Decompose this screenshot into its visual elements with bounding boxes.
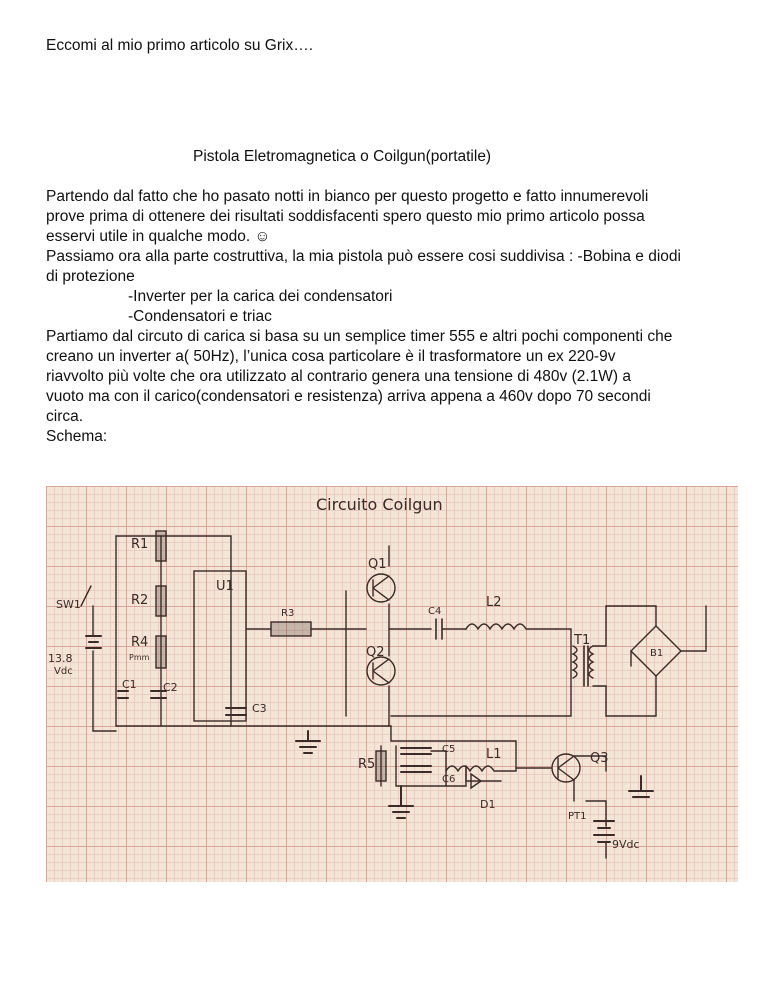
label-t1: T1 [574, 633, 591, 648]
label-vin: 13.8 [48, 652, 73, 665]
label-vin-unit: Vdc [54, 666, 73, 677]
label-r3: R3 [281, 608, 295, 619]
text-line: Partendo dal fatto che ho pasato notti in bianco per questo progetto e fatto innumerevoli [46, 188, 649, 205]
label-r2: R2 [131, 593, 149, 608]
article-title: Pistola Eletromagnetica o Coilgun(portatile) [193, 148, 492, 165]
label-c3: C3 [252, 702, 267, 715]
label-pt1: PT1 [568, 811, 587, 822]
text-line: circa. [46, 408, 84, 425]
label-l1: L1 [486, 747, 502, 762]
schematic-title: Circuito Coilgun [316, 495, 443, 514]
text-line: Passiamo ora alla parte costruttiva, la mia pistola può essere cosi suddivisa : -Bobina e diodi [46, 248, 681, 265]
schematic-drawing [46, 486, 738, 882]
text-line: esservi utile in qualche modo. ☺ [46, 228, 271, 245]
paragraph-intro [46, 187, 736, 447]
label-r1: R1 [131, 537, 149, 552]
text-line: vuoto ma con il carico(condensatori e resistenza) arriva appena a 460v dopo 70 secondi [46, 388, 651, 405]
label-vtrig: 9Vdc [612, 838, 640, 851]
label-r4: R4 [131, 635, 149, 650]
circuit-schematic-image [46, 486, 738, 882]
list-item: -Condensatori e triac [128, 308, 272, 325]
label-b1: B1 [650, 648, 664, 659]
label-c4: C4 [428, 606, 442, 617]
label-c5: C5 [442, 744, 456, 755]
label-q2: Q2 [366, 645, 385, 660]
text-line: creano un inverter a( 50Hz), l’unica cosa particolare è il trasformatore un ex 220-9v [46, 348, 616, 365]
label-l2: L2 [486, 595, 502, 610]
label-q1: Q1 [368, 557, 387, 572]
label-r4-sub: Pmm [129, 653, 150, 662]
intro-line: Eccomi al mio primo articolo su Grix…. [46, 37, 314, 54]
text-line: Partiamo dal circuto di carica si basa su un semplice timer 555 e altri pochi componenti che [46, 328, 673, 345]
text-line: di protezione [46, 268, 135, 285]
label-c1: C1 [122, 678, 137, 691]
label-d1: D1 [480, 798, 496, 811]
label-r5: R5 [358, 757, 376, 772]
schema-label: Schema: [46, 428, 108, 445]
label-u1: U1 [216, 579, 234, 594]
list-item: -Inverter per la carica dei condensatori [128, 288, 393, 305]
label-sw1: SW1 [56, 598, 81, 611]
label-c6: C6 [442, 774, 456, 785]
text-line: prove prima di ottenere dei risultati soddisfacenti spero questo mio primo articolo possa [46, 208, 645, 225]
label-q3: Q3 [590, 751, 609, 766]
label-c2: C2 [163, 681, 178, 694]
text-line: riavvolto più volte che ora utilizzato al contrario genera una tensione di 480v (2.1W) a [46, 368, 632, 385]
